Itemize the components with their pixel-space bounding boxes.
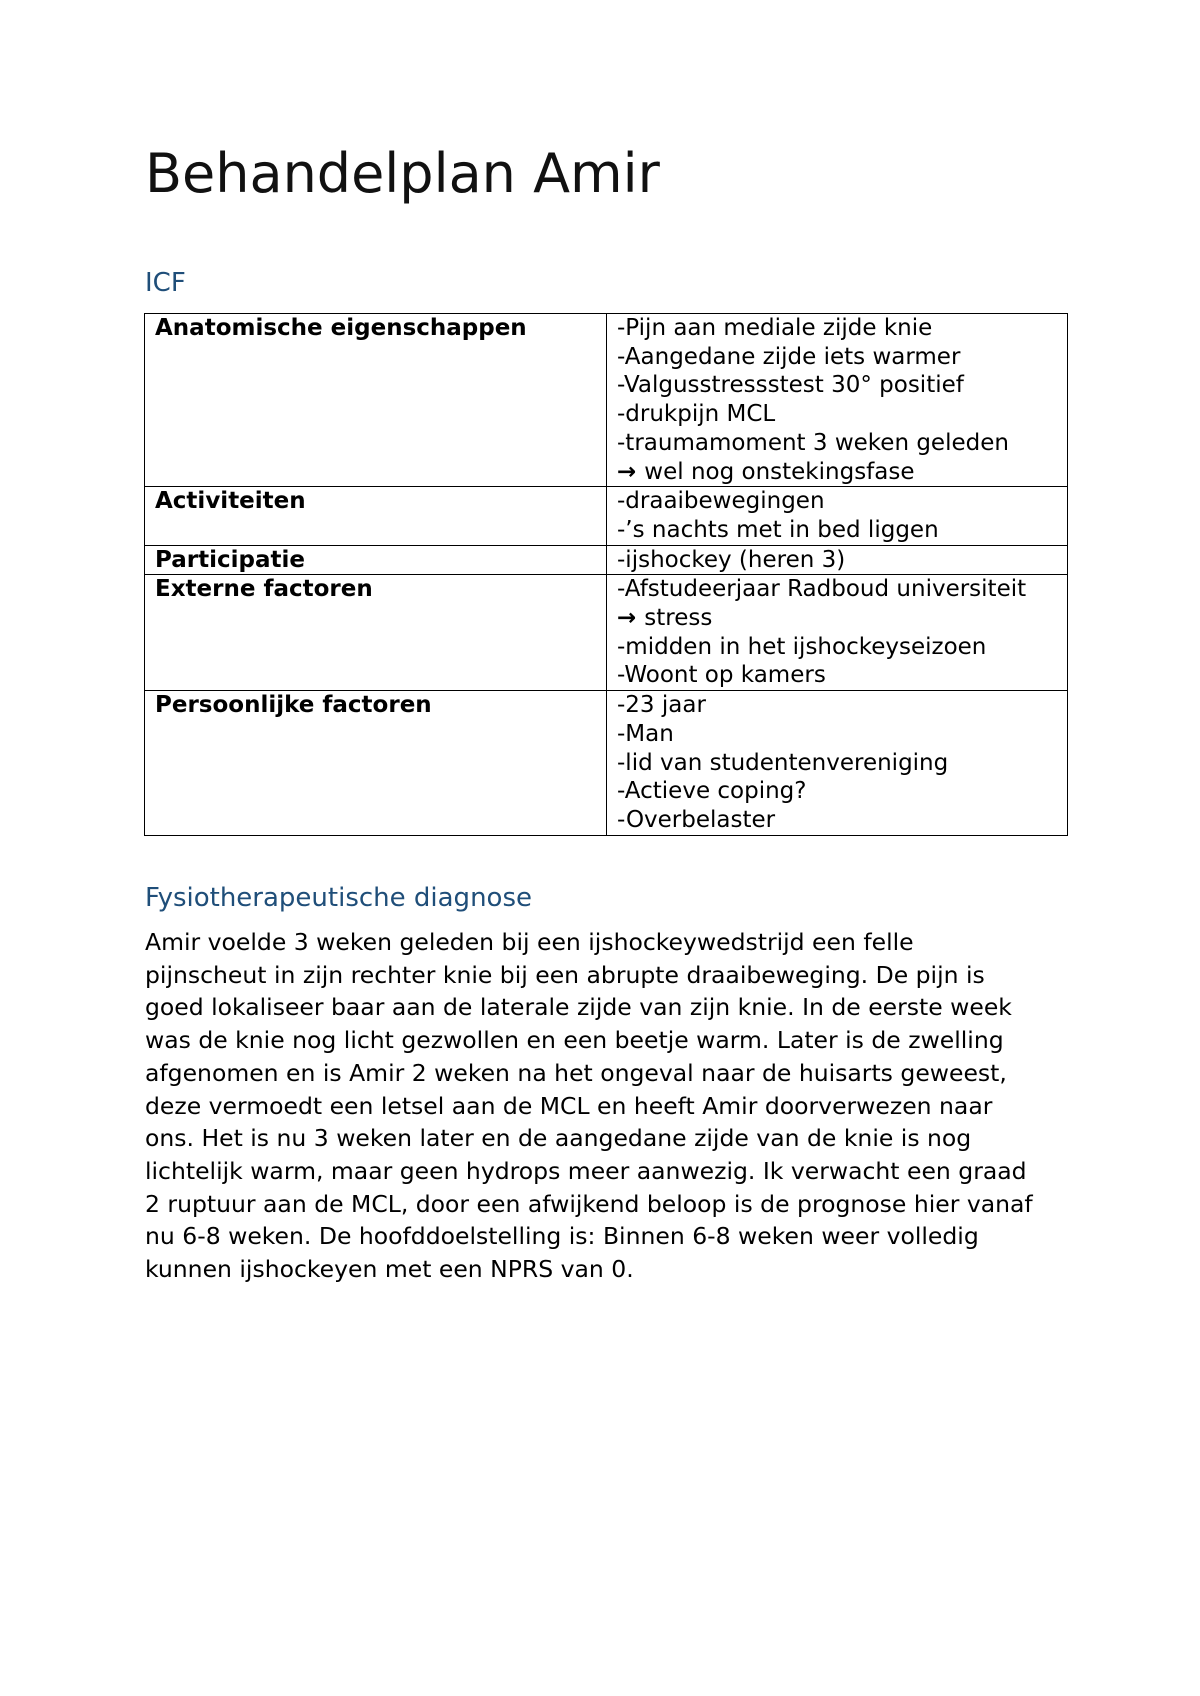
icf-category-cell: Activiteiten bbox=[145, 487, 607, 545]
icf-item-text: wel nog onstekingsfase bbox=[644, 458, 915, 485]
icf-row-activiteiten bbox=[145, 487, 1068, 545]
icf-items-cell bbox=[607, 314, 1068, 487]
icf-item: -Man bbox=[617, 720, 674, 747]
paragraph-line: was de knie nog licht gezwollen en een beetje warm. Later is de zwelling bbox=[145, 1026, 1004, 1055]
paragraph-line: deze vermoedt een letsel aan de MCL en heeft Amir doorverwezen naar bbox=[145, 1091, 993, 1120]
paragraph-line: lichtelijk warm, maar geen hydrops meer aanwezig. Ik verwacht een graad bbox=[145, 1156, 1027, 1185]
icf-item: -ijshockey (heren 3) bbox=[617, 546, 846, 573]
paragraph-line: nu 6-8 weken. De hoofddoelstelling is: Binnen 6-8 weken weer volledig bbox=[145, 1222, 979, 1251]
icf-items-cell bbox=[607, 575, 1068, 691]
paragraph-line: afgenomen en is Amir 2 weken na het ongeval naar de huisarts geweest, bbox=[145, 1058, 1007, 1087]
icf-items-cell bbox=[607, 487, 1068, 545]
icf-item: -Valgusstressstest 30° positief bbox=[617, 372, 964, 399]
icf-item: -Afstudeerjaar Radboud universiteit bbox=[617, 576, 1027, 603]
icf-item: -traumamoment 3 weken geleden bbox=[617, 429, 1009, 456]
icf-item: -23 jaar bbox=[617, 692, 706, 719]
document-title: Behandelplan Amir bbox=[145, 142, 660, 205]
paragraph-line: Amir voelde 3 weken geleden bij een ijshockeywedstrijd een felle bbox=[145, 928, 914, 956]
icf-row-anatomische-eigenschappen bbox=[145, 314, 1068, 487]
icf-row-externe-factoren bbox=[145, 575, 1068, 691]
icf-item: -drukpijn MCL bbox=[617, 401, 776, 428]
icf-item: -Actieve coping? bbox=[617, 778, 807, 805]
right-arrow-icon: → bbox=[617, 605, 637, 632]
icf-item: -Aangedane zijde iets warmer bbox=[617, 343, 961, 370]
icf-item: -’s nachts met in bed liggen bbox=[617, 516, 939, 543]
icf-item: -midden in het ijshockeyseizoen bbox=[617, 633, 987, 660]
icf-category-cell: Anatomische eigenschappen bbox=[145, 314, 607, 487]
paragraph-line: ons. Het is nu 3 weken later en de aangedane zijde van de knie is nog bbox=[145, 1124, 972, 1153]
icf-category-cell: Participatie bbox=[145, 545, 607, 575]
paragraph-line: kunnen ijshockeyen met een NPRS van 0. bbox=[145, 1255, 634, 1284]
icf-category-cell: Persoonlijke factoren bbox=[145, 691, 607, 836]
icf-item: -draaibewegingen bbox=[617, 488, 825, 515]
icf-item: -lid van studentenvereniging bbox=[617, 749, 949, 776]
icf-table bbox=[144, 313, 1068, 836]
icf-item: -Woont op kamers bbox=[617, 662, 826, 689]
icf-heading: ICF bbox=[145, 268, 186, 298]
icf-item bbox=[617, 458, 1067, 487]
paragraph-line: pijnscheut in zijn rechter knie bij een abrupte draaibeweging. De pijn is bbox=[145, 960, 985, 989]
icf-item bbox=[617, 604, 1067, 633]
icf-row-persoonlijke-factoren bbox=[145, 691, 1068, 836]
diagnosis-paragraph bbox=[145, 926, 1067, 1286]
icf-category-cell: Externe factoren bbox=[145, 575, 607, 691]
diagnosis-heading: Fysiotherapeutische diagnose bbox=[145, 883, 532, 913]
icf-item: -Overbelaster bbox=[617, 806, 776, 833]
icf-items-cell bbox=[607, 691, 1068, 836]
icf-row-participatie bbox=[145, 545, 1068, 575]
right-arrow-icon: → bbox=[617, 458, 637, 485]
icf-item: -Pijn aan mediale zijde knie bbox=[617, 315, 933, 341]
paragraph-line: 2 ruptuur aan de MCL, door een afwijkend beloop is de prognose hier vanaf bbox=[145, 1189, 1033, 1218]
icf-items-cell bbox=[607, 545, 1068, 575]
icf-item-text: stress bbox=[644, 605, 713, 632]
paragraph-line: goed lokaliseer baar aan de laterale zijde van zijn knie. In de eerste week bbox=[145, 993, 1012, 1022]
